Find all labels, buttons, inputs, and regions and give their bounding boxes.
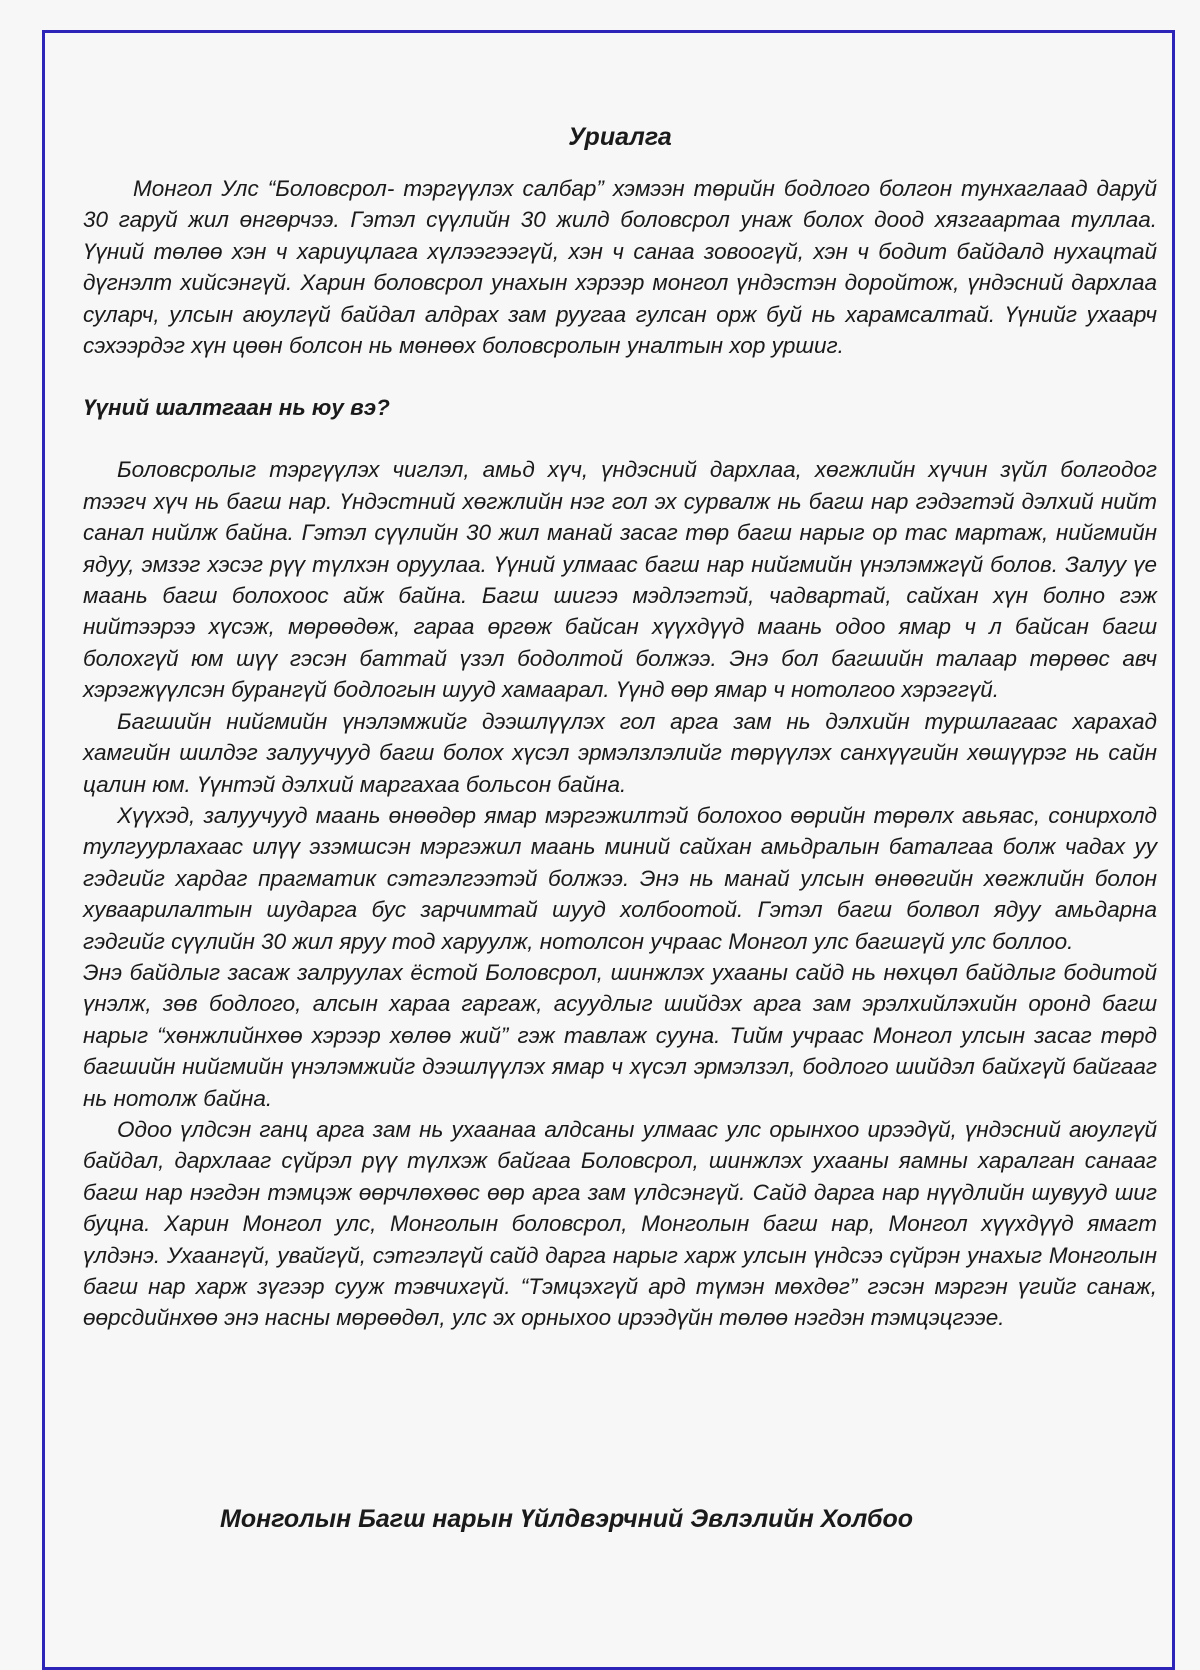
- signature: Монголын Багш нарын Үйлдвэрчний Эвлэлийн Холбоо: [220, 1505, 913, 1533]
- intro-paragraph: Монгол Улс “Боловсрол- тэргүүлэх салбар” хэмээн төрийн бодлого болгон тунхаглаад даруй 30 гаруй жил өнгөрчээ. Гэтэл сүүлийн 30 жилд боловсрол унаж болох доод хязгаартаа туллаа. Үүний төлөө хэн ч хариуцлага хүлээгээгүй, хэн ч санаа зовоогүй, хэн ч бодит байдалд нухацтай дүгнэлт хийсэнгүй. Харин боловсрол унахын хэрээр монгол үндэстэн доройтож, үндэсний дархлаа суларч, улсын аюулгүй байдал алдрах зам руугаа гулсан орж буй нь харамсалтай. Үүнийг ухаарч сэхээрдэг хүн цөөн болсон нь мөнөөх боловсролын уналтын хор уршиг.: [83, 176, 1157, 359]
- document-body: [83, 121, 1157, 1334]
- document-frame: [42, 30, 1175, 1670]
- body-paragraph-2: Багшийн нийгмийн үнэлэмжийг дээшлүүлэх гол арга зам нь дэлхийн туршлагаас харахад хамгийн шилдэг залуучууд багш болох хүсэл эрмэлзлэлийг төрүүлэх санхүүгийн хөшүүрэг нь сайн цалин юм. Үүнтэй дэлхий маргахаа больсон байна.: [83, 708, 1157, 797]
- body-paragraph-4: Энэ байдлыг засаж залруулах ёстой Боловсрол, шинжлэх ухааны сайд нь нөхцөл байдлыг бодитой үнэлж, зөв бодлого, алсын хараа гаргаж, асуудлыг шийдэх арга зам эрэлхийлэхийн оронд багш нарыг “хөнжлийнхөө хэрээр хөлөө жий” гэж тавлаж сууна. Тийм учраас Монгол улсын засаг төрд багшийн нийгмийн үнэлэмжийг дээшлүүлэх ямар ч хүсэл эрмэлзэл, бодлого шийдэл байхгүй байгааг нь нотолж байна.: [83, 959, 1157, 1111]
- page-title: Уриалга: [568, 123, 672, 151]
- body-paragraph-1: Боловсролыг тэргүүлэх чиглэл, амьд хүч, үндэсний дархлаа, хөгжлийн хүчин зүйл болгодог тээгч хүч нь багш нар. Үндэстний хөгжлийн нэг гол эх сурвалж нь багш нар гэдэгтэй дэлхий нийт санал нийлж байна. Гэтэл сүүлийн 30 жил манай засаг төр багш нарыг ор тас мартаж, нийгмийн ядуу, эмзэг хэсэг рүү түлхэн оруулаа. Үүний улмаас багш нар нийгмийн үнэлэмжгүй болов. Залуу үе маань багш болохоос айж байна. Багш шигээ мэдлэгтэй, чадвартай, сайхан хүн болно гэж нийтээрээ хүсэж, мөрөөдөж, гараа өргөж байсан хүүхдүүд маань одоо ямар ч л байсан багш болохгүй юм шүү гэсэн баттай үзэл бодолтой болжээ. Энэ бол багшийн талаар төрөөс авч хэрэгжүүлсэн бурангүй бодлогын шууд хамаарал. Үүнд өөр ямар ч нотолгоо хэрэггүй.: [83, 457, 1157, 703]
- section-heading: Үүний шалтгаан нь юу вэ?: [83, 395, 390, 421]
- body-paragraph-5: Одоо үлдсэн ганц арга зам нь ухаанаа алдсаны улмаас улс орынхоо ирээдүй, үндэсний аюулгүй байдал, дархлааг сүйрэл рүү түлхэж байгаа Боловсрол, шинжлэх ухааны яамны харалган санааг багш нар нэгдэн тэмцэж өөрчлөхөөс өөр арга зам үлдсэнгүй. Сайд дарга нар нүүдлийн шувууд шиг буцна. Харин Монгол улс, Монголын боловсрол, Монголын багш нар, Монгол хүүхдүүд ямагт үлдэнэ. Ухаангүй, увайгүй, сэтгэлгүй сайд дарга нарыг харж улсын үндсээ сүйрэн унахыг Монголын багш нар харж зүгээр сууж тэвчихгүй. “Тэмцэхгүй ард түмэн мөхдөг” гэсэн мэргэн үгийг санаж, өөрсдийнхөө энэ насны мөрөөдөл, улс эх орныхоо ирээдүйн төлөө нэгдэн тэмцэцгээе.: [83, 1116, 1157, 1331]
- body-paragraph-3: Хүүхэд, залуучууд маань өнөөдөр ямар мэргэжилтэй болохоо өөрийн төрөлх авьяас, сонирхолд тулгуурлахаас илүү эзэмшсэн мэргэжил маань миний сайхан амьдралын баталгаа болж чадах уу гэдгийг хардаг прагматик сэтгэлгээтэй болжээ. Энэ нь манай улсын өнөөгийн хөгжлийн болон хуваарилалтын шударга бус зарчимтай шууд холбоотой. Гэтэл багш болвол ядуу амьдарна гэдгийг сүүлийн 30 жил яруу тод харуулж, нотолсон учраас Монгол улс багшгүй улс боллоо.: [83, 802, 1157, 954]
